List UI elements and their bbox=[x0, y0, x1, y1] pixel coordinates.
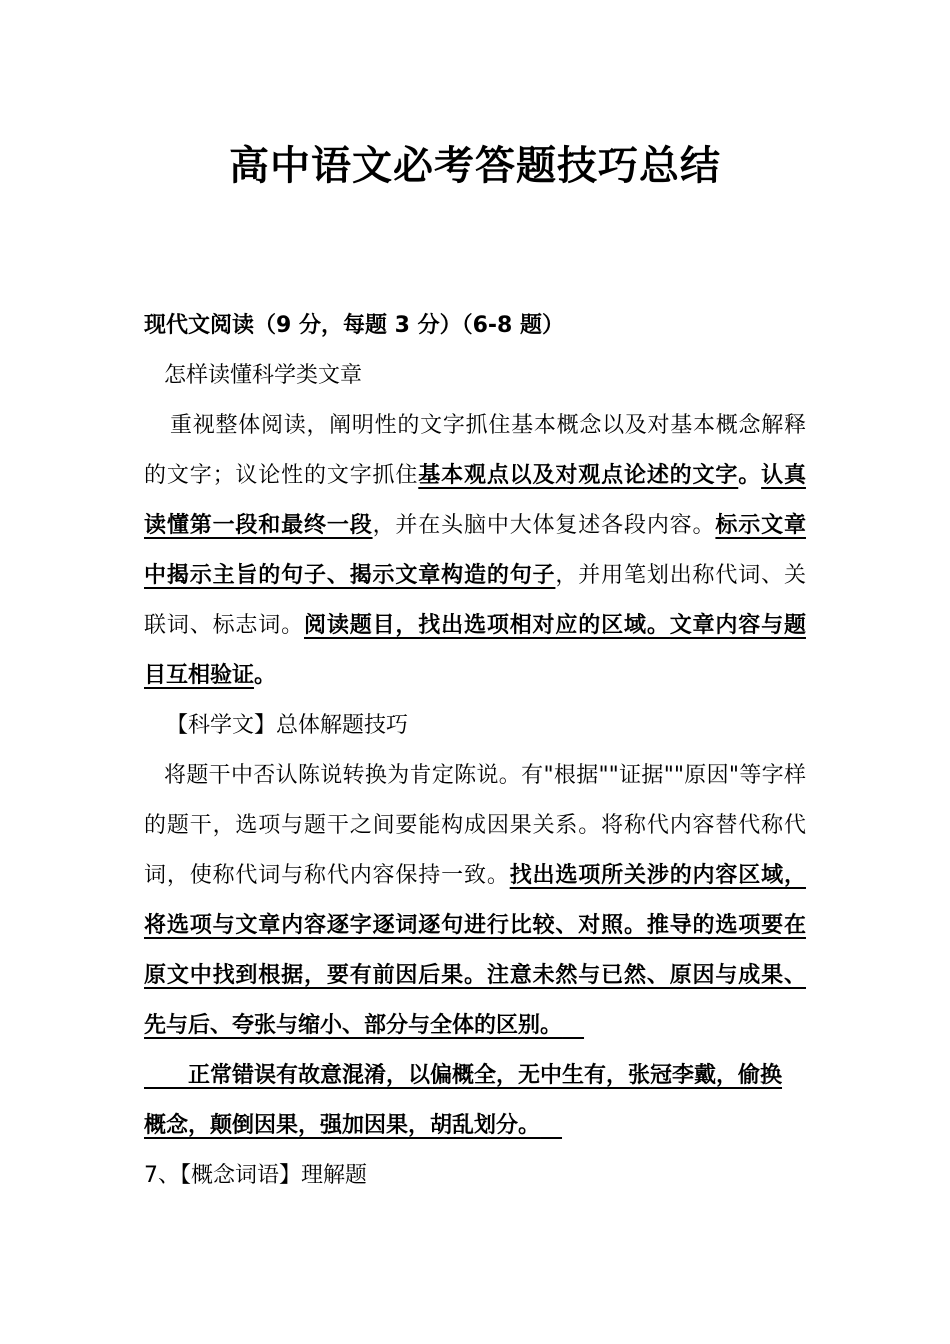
text-span: 重视整体阅读，阐明性的文字抓住基本概念以及对基本概念解释 bbox=[170, 413, 806, 438]
underlined-text: 先与后、夸张与缩小、部分与全体的区别。 bbox=[144, 1013, 563, 1038]
paragraph-1-line-2 bbox=[144, 451, 806, 501]
underlined-text: 原文中找到根据，要有前因后果。注意未然与已然、原因与成果、 bbox=[144, 963, 806, 988]
underlined-text: 标示文章 bbox=[715, 513, 806, 538]
document-title: 高中语文必考答题技巧总结 bbox=[229, 143, 721, 189]
subheading-science-reading: 怎样读懂科学类文章 bbox=[164, 363, 363, 388]
underlined-text: 概念，颠倒因果，强加因果，胡乱划分。 bbox=[144, 1113, 541, 1138]
paragraph-2-line-6 bbox=[144, 1001, 806, 1051]
text-span: 词，使称代词与称代内容保持一致。 bbox=[144, 863, 510, 888]
underlined-text: 将选项与文章内容逐字逐词逐句进行比较、对照。推导的选项要在 bbox=[144, 913, 806, 938]
paragraph-1-line-6 bbox=[144, 651, 806, 701]
text-span: 。 bbox=[254, 663, 277, 688]
underlined-text: 目互相验证 bbox=[144, 663, 255, 688]
text-span: 的文字；议论性的文字抓住 bbox=[144, 463, 419, 488]
underlined-text: 中揭示主旨的句子、揭示文章构造的句子 bbox=[144, 563, 556, 588]
paragraph-2-line-5 bbox=[144, 951, 806, 1001]
paragraph-1-line-1 bbox=[144, 401, 806, 451]
text-span: ，并用笔划出称代词、关 bbox=[555, 563, 806, 588]
paragraph-2-line-4 bbox=[144, 901, 806, 951]
underlined-text: 找出选项所关涉的内容区域， bbox=[509, 863, 806, 888]
underlined-text: 读懂第一段和最终一段 bbox=[144, 513, 373, 538]
text-span: 将题干中否认陈说转换为肯定陈说。有"根据""证据""原因"等字样 bbox=[164, 763, 806, 788]
paragraph-3-line-2 bbox=[144, 1101, 806, 1151]
paragraph-1-line-5 bbox=[144, 601, 806, 651]
paragraph-2-line-1 bbox=[144, 751, 806, 801]
underline-indent bbox=[144, 1063, 188, 1088]
text-span: 联词、标志词。 bbox=[144, 613, 304, 638]
paragraph-2-line-2 bbox=[144, 801, 806, 851]
text-span: 。 bbox=[738, 463, 762, 488]
underlined-text: 基本观点以及对观点论述的文字 bbox=[418, 463, 739, 488]
text-span: ，并在头脑中大体复述各段内容。 bbox=[372, 513, 716, 538]
underline-trailing-space bbox=[540, 1113, 562, 1138]
text-span: 的题干，选项与题干之间要能构成因果关系。将称代内容替代称代 bbox=[144, 813, 806, 838]
underlined-text: 阅读题目，找出选项相对应的区域。文章内容与题 bbox=[304, 613, 806, 638]
paragraph-3-line-1 bbox=[144, 1051, 806, 1101]
paragraph-2-line-3 bbox=[144, 851, 806, 901]
underlined-text: 正常错误有故意混淆，以偏概全，无中生有，张冠李戴，偷换 bbox=[188, 1063, 783, 1088]
underlined-text: 认真 bbox=[761, 463, 806, 488]
document-body bbox=[144, 301, 806, 1201]
paragraph-1-line-4 bbox=[144, 551, 806, 601]
subheading-science-techniques: 【科学文】总体解题技巧 bbox=[166, 713, 409, 738]
paragraph-1-line-3 bbox=[144, 501, 806, 551]
underline-trailing-space bbox=[562, 1013, 584, 1038]
section-heading: 现代文阅读（9 分，每题 3 分）（6-8 题） bbox=[144, 313, 564, 338]
numbered-item-7: 7、【概念词语】理解题 bbox=[144, 1163, 367, 1188]
